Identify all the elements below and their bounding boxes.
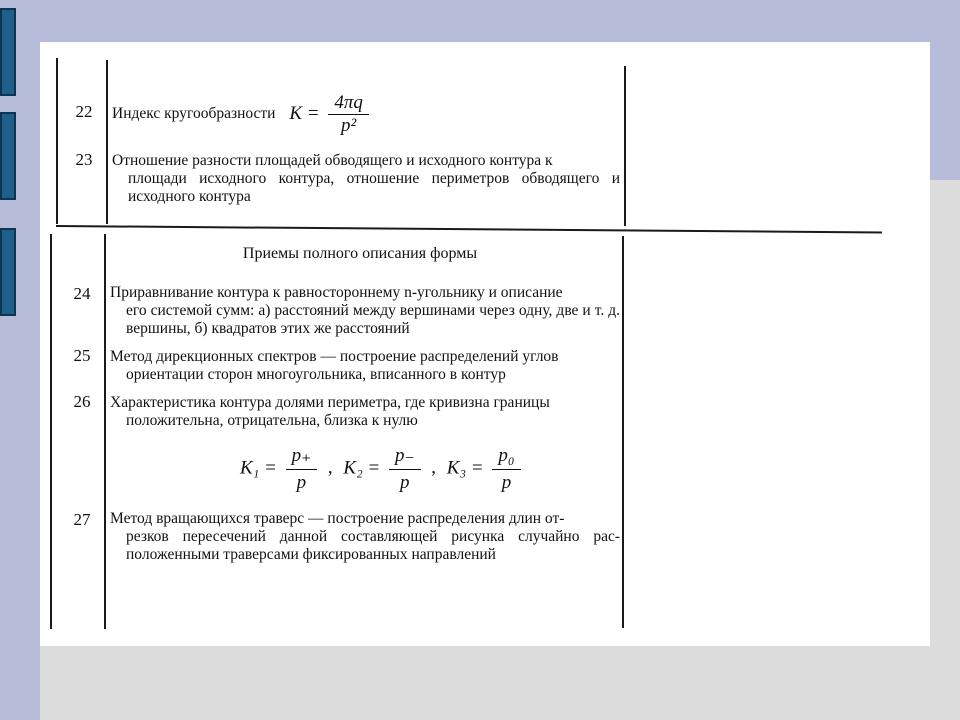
k1-denominator: p: [296, 472, 307, 493]
row-text-23: [112, 152, 620, 206]
row-number: 27: [73, 510, 91, 529]
row-text-27: [110, 510, 620, 564]
row-25-line1: Метод дирекционных спектров — построение распределений углов: [110, 348, 559, 365]
formula-separator: ,: [431, 457, 437, 479]
row-text-24: [110, 284, 620, 338]
rule-num-bottom: [104, 234, 106, 629]
rule-right-bottom: [622, 236, 624, 628]
k2-denominator: p: [400, 472, 410, 493]
row-number: 22: [75, 102, 93, 121]
rule-left-bottom: [50, 234, 52, 629]
row-27-line1: Метод вращающихся траверс — построение распределения длин от-: [110, 510, 565, 527]
k2-lhs: K₂ =: [343, 457, 381, 479]
k3-denominator: p: [501, 471, 512, 493]
formula-numerator: 4πq: [328, 94, 369, 115]
row-number: 23: [75, 150, 93, 169]
perimeter-shares-formula: [240, 444, 525, 494]
row-27-cont: резков пересечений данной составляющей рисунка случайно рас-положенными траверсами фиксированных направлений: [126, 528, 620, 563]
k3-fraction: [492, 445, 520, 494]
row-22-label: Индекс кругообразности: [112, 105, 276, 123]
k3-lhs: K₃ =: [446, 457, 484, 479]
row-text-25: [110, 348, 620, 384]
row-24-cont: его системой сумм: а) расстояний между вершинами через одну, две и т. д. вершины, б) квадратов этих же расстояний: [126, 302, 620, 337]
roundness-formula: [289, 94, 373, 135]
decor-bar-2: [0, 112, 16, 200]
row-number: 26: [73, 392, 91, 411]
row-text-22: [112, 94, 612, 135]
rule-right-top: [624, 66, 626, 226]
decor-bar-3: [0, 228, 16, 316]
row-24-line1: Приравнивание контура к равностороннему n-угольнику и описание: [110, 284, 563, 301]
rule-section-divider: [56, 225, 882, 233]
formula-separator: ,: [327, 457, 333, 479]
k3-numerator: p₀: [492, 445, 520, 470]
k2-numerator: p₋: [389, 444, 421, 470]
formula-lhs: K =: [289, 102, 320, 124]
row-23-line1: Отношение разности площадей обводящего и исходного контура к: [112, 152, 553, 169]
section-heading: Приемы полного описания формы: [242, 245, 478, 262]
row-25-cont: ориентации сторон многоугольника, вписанного в контур: [126, 366, 506, 383]
row-number: 24: [73, 284, 91, 303]
k1-numerator: p₊: [286, 444, 318, 470]
formula-fraction: [328, 94, 369, 135]
formula-denominator: p²: [341, 115, 357, 136]
rule-left-top: [56, 58, 58, 224]
rule-num-top: [106, 60, 108, 224]
slide-background-left: [0, 0, 40, 720]
decor-bar-1: [0, 8, 16, 96]
row-26-cont: положительна, отрицательна, близка к нулю: [126, 412, 418, 429]
k1-lhs: K₁ =: [240, 457, 277, 479]
k1-fraction: [286, 444, 318, 494]
row-text-26: [110, 394, 620, 430]
row-number: 25: [73, 346, 91, 365]
scanned-table-page: [40, 42, 930, 646]
k2-fraction: [389, 444, 421, 494]
row-23-cont: площади исходного контура, отношение периметров обводящего и исходного контура: [128, 170, 620, 205]
row-26-line1: Характеристика контура долями периметра, где кривизна границы: [110, 394, 550, 411]
